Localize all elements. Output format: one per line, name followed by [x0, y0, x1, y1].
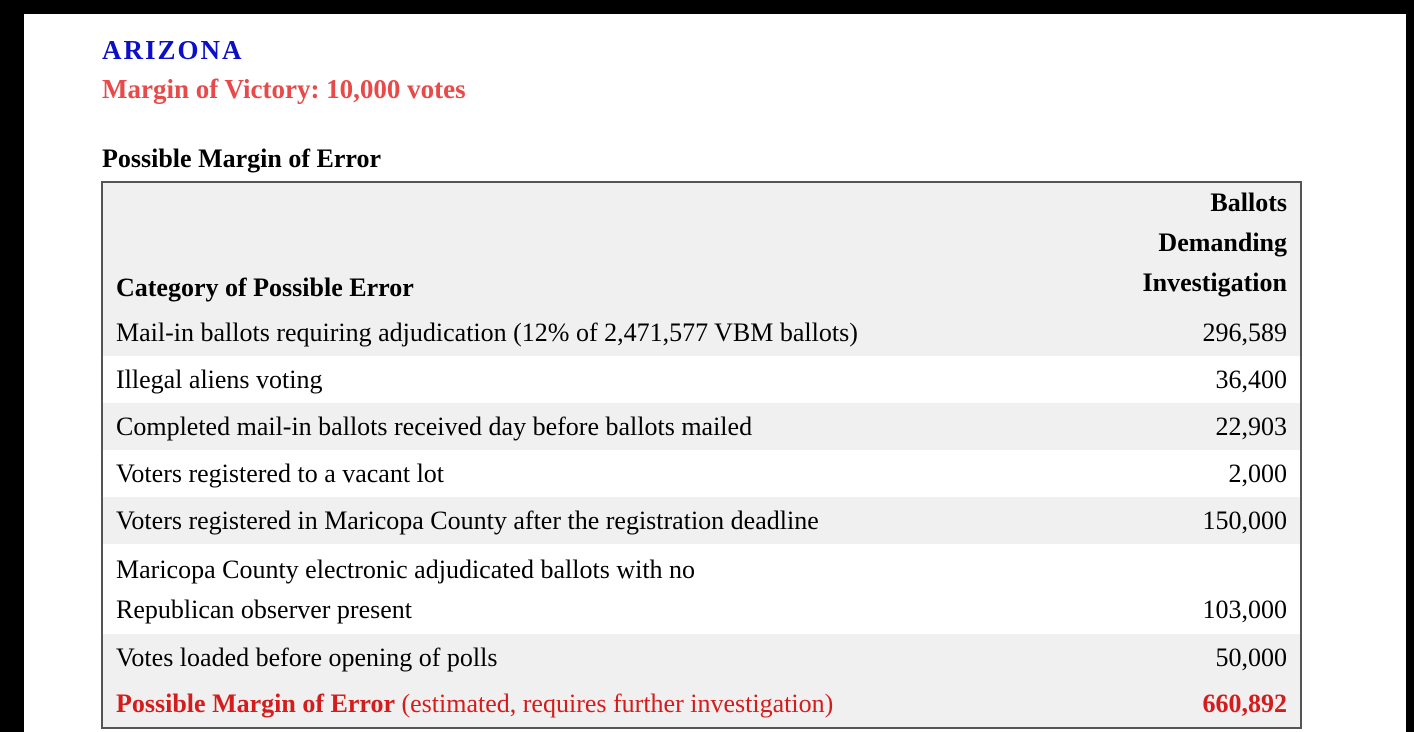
row-category: Voters registered in Maricopa County after the registration deadline	[102, 497, 1080, 544]
table-row	[102, 356, 1301, 403]
table-row	[102, 634, 1301, 681]
row-value: 36,400	[1080, 356, 1301, 403]
row-value: 50,000	[1080, 634, 1301, 681]
row-category: Completed mail-in ballots received day before ballots mailed	[102, 403, 1080, 450]
table-row	[102, 497, 1301, 544]
row-category: Illegal aliens voting	[102, 356, 1080, 403]
header-ballots	[1080, 182, 1301, 309]
table-header-row	[102, 182, 1301, 309]
total-row	[102, 681, 1301, 728]
section-title: Possible Margin of Error	[102, 144, 381, 173]
row-value: 103,000	[1080, 544, 1301, 634]
total-label: Possible Margin of Error	[116, 689, 395, 718]
table-row	[102, 544, 1301, 634]
margin-of-victory: Margin of Victory: 10,000 votes	[102, 74, 466, 104]
row-category: Mail-in ballots requiring adjudication (12% of 2,471,577 VBM ballots)	[102, 309, 1080, 356]
header-ballots-line2: Investigation	[1142, 268, 1287, 297]
header-category: Category of Possible Error	[102, 182, 1080, 309]
table-row	[102, 450, 1301, 497]
row-value: 150,000	[1080, 497, 1301, 544]
total-value: 660,892	[1080, 681, 1301, 728]
row-value: 296,589	[1080, 309, 1301, 356]
header-ballots-line1: Ballots Demanding	[1158, 188, 1287, 257]
row-value: 22,903	[1080, 403, 1301, 450]
row-category: Voters registered to a vacant lot	[102, 450, 1080, 497]
document-page	[24, 14, 1406, 732]
row-category: Votes loaded before opening of polls	[102, 634, 1080, 681]
margin-of-error-table	[101, 181, 1302, 729]
table-row	[102, 403, 1301, 450]
total-note: (estimated, requires further investigation)	[401, 689, 834, 718]
state-title: ARIZONA	[102, 35, 244, 65]
row-category: Maricopa County electronic adjudicated ballots with no Republican observer present	[102, 544, 1080, 634]
row-value: 2,000	[1080, 450, 1301, 497]
total-category	[102, 681, 1080, 728]
table-row	[102, 309, 1301, 356]
